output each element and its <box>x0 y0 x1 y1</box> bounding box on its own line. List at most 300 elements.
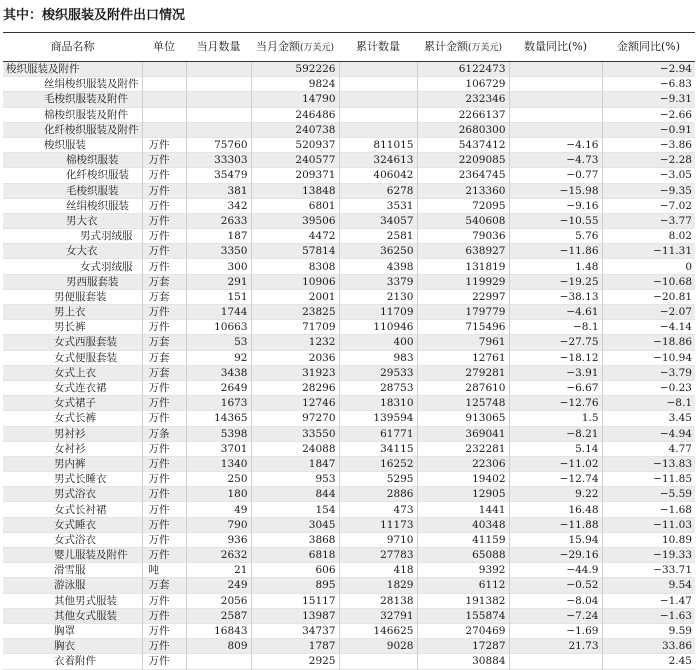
cell-month-amt: 13987 <box>251 608 339 623</box>
cell-cum-amt: 22997 <box>417 289 509 304</box>
cell-month-qty: 75760 <box>186 137 251 152</box>
cell-month-amt: 9824 <box>251 77 339 92</box>
cell-month-amt: 895 <box>251 578 339 593</box>
cell-month-amt: 1232 <box>251 335 339 350</box>
table-row <box>3 213 695 228</box>
cell-unit: 万套 <box>142 350 186 365</box>
table-row <box>3 289 695 304</box>
table-row <box>3 153 695 168</box>
cell-unit: 万件 <box>142 380 186 395</box>
cell-qty-yoy: −12.74 <box>509 472 602 487</box>
cell-qty-yoy: 5.14 <box>509 441 602 456</box>
table-row <box>3 426 695 441</box>
cell-cum-amt: 7961 <box>417 335 509 350</box>
cell-unit: 万件 <box>142 244 186 259</box>
cell-month-qty: 250 <box>186 472 251 487</box>
table-row <box>3 608 695 623</box>
table-row <box>3 244 695 259</box>
cell-month-amt: 4472 <box>251 229 339 244</box>
cell-unit: 万件 <box>142 608 186 623</box>
table-row <box>3 396 695 411</box>
cell-cum-amt: 19402 <box>417 472 509 487</box>
cell-unit: 万件 <box>142 229 186 244</box>
cell-cum-qty: 811015 <box>339 137 417 152</box>
cell-month-qty: 3350 <box>186 244 251 259</box>
cell-name: 胸罩 <box>54 625 75 638</box>
cell-cum-amt: 191382 <box>417 593 509 608</box>
cell-name: 化纤梭织服装 <box>66 169 129 182</box>
cell-qty-yoy: −1.69 <box>509 623 602 638</box>
cell-amt-yoy: 2.45 <box>602 654 695 669</box>
cell-qty-yoy: 15.94 <box>509 532 602 547</box>
cell-month-qty: 180 <box>186 487 251 502</box>
cell-amt-yoy: −2.07 <box>602 305 695 320</box>
cell-month-qty: 2649 <box>186 380 251 395</box>
table-row <box>3 259 695 274</box>
table-row <box>3 107 695 122</box>
cell-name: 化纤梭织服装及附件 <box>44 123 139 136</box>
cell-amt-yoy: −0.91 <box>602 122 695 137</box>
cell-month-qty: 1340 <box>186 456 251 471</box>
table-row <box>3 229 695 244</box>
table-row <box>3 380 695 395</box>
cell-name: 女式浴衣 <box>54 533 96 546</box>
cell-cum-amt: 155874 <box>417 608 509 623</box>
cell-qty-yoy: −38.13 <box>509 289 602 304</box>
table-row <box>3 122 695 137</box>
cell-amt-yoy: −10.68 <box>602 274 695 289</box>
cell-month-amt: 592226 <box>251 62 339 77</box>
cell-amt-yoy: −18.86 <box>602 335 695 350</box>
cell-cum-qty: 34115 <box>339 441 417 456</box>
cell-qty-yoy: −6.67 <box>509 380 602 395</box>
table-row <box>3 198 695 213</box>
cell-cum-qty: 146625 <box>339 623 417 638</box>
cell-month-qty: 342 <box>186 198 251 213</box>
table-row <box>3 517 695 532</box>
cell-cum-amt: 17287 <box>417 639 509 654</box>
cell-unit: 万条 <box>142 426 186 441</box>
cell-month-amt: 2001 <box>251 289 339 304</box>
cell-qty-yoy: −8.21 <box>509 426 602 441</box>
cell-month-amt: 71709 <box>251 320 339 335</box>
cell-unit <box>142 62 186 77</box>
table-row <box>3 654 695 669</box>
cell-cum-qty: 418 <box>339 563 417 578</box>
cell-cum-amt: 369041 <box>417 426 509 441</box>
cell-cum-qty: 61771 <box>339 426 417 441</box>
cell-name: 丝绢梭织服装及附件 <box>44 78 139 91</box>
cell-cum-qty: 9710 <box>339 532 417 547</box>
cell-unit: 万件 <box>142 411 186 426</box>
cell-cum-amt: 6112 <box>417 578 509 593</box>
cell-cum-qty: 1829 <box>339 578 417 593</box>
cell-amt-yoy: −0.23 <box>602 380 695 395</box>
cell-unit: 万件 <box>142 441 186 456</box>
cell-cum-qty: 3379 <box>339 274 417 289</box>
cell-cum-amt: 2680300 <box>417 122 509 137</box>
cell-month-qty: 14365 <box>186 411 251 426</box>
cell-month-amt: 3045 <box>251 517 339 532</box>
cell-month-amt: 97270 <box>251 411 339 426</box>
cell-cum-qty <box>339 77 417 92</box>
cell-cum-amt: 9392 <box>417 563 509 578</box>
cell-month-amt: 240577 <box>251 153 339 168</box>
cell-cum-amt: 119929 <box>417 274 509 289</box>
cell-cum-qty: 400 <box>339 335 417 350</box>
cell-month-qty: 1744 <box>186 305 251 320</box>
cell-cum-amt: 715496 <box>417 320 509 335</box>
cell-qty-yoy: −11.02 <box>509 456 602 471</box>
cell-qty-yoy: −10.55 <box>509 213 602 228</box>
cell-name: 女式上衣 <box>54 366 96 379</box>
cell-amt-yoy: −4.94 <box>602 426 695 441</box>
header-unit: 单位 <box>142 33 186 62</box>
table-row <box>3 532 695 547</box>
cell-cum-amt: 287610 <box>417 380 509 395</box>
cell-amt-yoy: −6.83 <box>602 77 695 92</box>
cell-unit: 万套 <box>142 365 186 380</box>
cell-cum-amt: 131819 <box>417 259 509 274</box>
cell-name: 男内裤 <box>54 457 86 470</box>
cell-amt-yoy: 8.02 <box>602 229 695 244</box>
cell-month-amt: 57814 <box>251 244 339 259</box>
cell-unit: 万件 <box>142 259 186 274</box>
cell-cum-amt: 106729 <box>417 77 509 92</box>
cell-month-qty: 33303 <box>186 153 251 168</box>
cell-name: 女式羽绒服 <box>80 260 133 273</box>
cell-qty-yoy: −29.16 <box>509 548 602 563</box>
cell-cum-qty: 139594 <box>339 411 417 426</box>
cell-unit: 吨 <box>142 563 186 578</box>
cell-cum-qty: 27783 <box>339 548 417 563</box>
cell-unit: 万件 <box>142 502 186 517</box>
table-row <box>3 563 695 578</box>
cell-month-qty: 53 <box>186 335 251 350</box>
cell-qty-yoy <box>509 77 602 92</box>
cell-name: 女衬衫 <box>54 442 86 455</box>
cell-unit: 万件 <box>142 623 186 638</box>
cell-cum-qty: 11709 <box>339 305 417 320</box>
table-row <box>3 274 695 289</box>
cell-cum-qty: 110946 <box>339 320 417 335</box>
cell-month-qty: 2632 <box>186 548 251 563</box>
header-row <box>3 33 695 62</box>
cell-month-qty: 249 <box>186 578 251 593</box>
cell-cum-amt: 1441 <box>417 502 509 517</box>
cell-unit: 万件 <box>142 198 186 213</box>
header-name: 商品名称 <box>3 33 142 62</box>
cell-month-qty: 2056 <box>186 593 251 608</box>
cell-name: 毛梭织服装及附件 <box>44 93 128 106</box>
cell-name: 女式便服套装 <box>54 351 117 364</box>
cell-name: 其他男式服装 <box>54 594 117 607</box>
cell-cum-amt: 12905 <box>417 487 509 502</box>
cell-month-amt: 13848 <box>251 183 339 198</box>
cell-month-amt: 1847 <box>251 456 339 471</box>
table-row <box>3 350 695 365</box>
cell-unit: 万件 <box>142 487 186 502</box>
header-qty-yoy: 数量同比(%) <box>509 33 602 62</box>
cell-qty-yoy: −7.24 <box>509 608 602 623</box>
cell-cum-amt: 5437412 <box>417 137 509 152</box>
cell-qty-yoy: −18.12 <box>509 350 602 365</box>
cell-qty-yoy: −9.16 <box>509 198 602 213</box>
table-body <box>3 62 695 670</box>
cell-amt-yoy: −9.35 <box>602 183 695 198</box>
cell-month-amt: 24088 <box>251 441 339 456</box>
cell-unit: 万套 <box>142 274 186 289</box>
cell-name: 男式浴衣 <box>54 488 96 501</box>
cell-amt-yoy: −3.77 <box>602 213 695 228</box>
cell-qty-yoy: −8.1 <box>509 320 602 335</box>
cell-cum-qty <box>339 122 417 137</box>
cell-amt-yoy: −3.05 <box>602 168 695 183</box>
cell-unit <box>142 107 186 122</box>
cell-amt-yoy: −2.94 <box>602 62 695 77</box>
cell-qty-yoy: 5.76 <box>509 229 602 244</box>
cell-cum-qty: 983 <box>339 350 417 365</box>
cell-qty-yoy: −44.9 <box>509 563 602 578</box>
cell-month-qty: 92 <box>186 350 251 365</box>
cell-cum-qty: 9028 <box>339 639 417 654</box>
cell-amt-yoy: −11.03 <box>602 517 695 532</box>
cell-unit: 万件 <box>142 305 186 320</box>
cell-amt-yoy: −3.79 <box>602 365 695 380</box>
cell-cum-qty: 324613 <box>339 153 417 168</box>
cell-month-amt: 3868 <box>251 532 339 547</box>
cell-name: 男衬衫 <box>54 427 86 440</box>
cell-month-qty: 2587 <box>186 608 251 623</box>
cell-name: 男西服套装 <box>66 275 119 288</box>
cell-unit: 万件 <box>142 654 186 669</box>
cell-amt-yoy: −1.47 <box>602 593 695 608</box>
cell-unit <box>142 77 186 92</box>
cell-amt-yoy: 3.45 <box>602 411 695 426</box>
cell-month-amt: 23825 <box>251 305 339 320</box>
cell-unit: 万件 <box>142 168 186 183</box>
cell-month-qty: 1673 <box>186 396 251 411</box>
header-month-qty: 当月数量 <box>186 33 251 62</box>
cell-amt-yoy: −11.85 <box>602 472 695 487</box>
table-row <box>3 548 695 563</box>
cell-cum-qty: 28753 <box>339 380 417 395</box>
cell-month-qty <box>186 654 251 669</box>
cell-cum-amt: 12761 <box>417 350 509 365</box>
table-row <box>3 92 695 107</box>
cell-name: 棉梭织服装及附件 <box>44 108 128 121</box>
cell-month-amt: 14790 <box>251 92 339 107</box>
cell-month-amt: 844 <box>251 487 339 502</box>
cell-qty-yoy: −4.73 <box>509 153 602 168</box>
cell-cum-amt: 40348 <box>417 517 509 532</box>
cell-month-qty: 291 <box>186 274 251 289</box>
cell-qty-yoy: −12.76 <box>509 396 602 411</box>
cell-unit: 万件 <box>142 517 186 532</box>
cell-amt-yoy: −8.1 <box>602 396 695 411</box>
cell-name: 女式连衣裙 <box>54 382 107 395</box>
cell-month-qty: 35479 <box>186 168 251 183</box>
cell-name: 男式长睡衣 <box>54 473 107 486</box>
cell-qty-yoy: 1.48 <box>509 259 602 274</box>
cell-cum-qty: 29533 <box>339 365 417 380</box>
cell-qty-yoy: −0.77 <box>509 168 602 183</box>
cell-unit: 万件 <box>142 153 186 168</box>
cell-amt-yoy: −4.14 <box>602 320 695 335</box>
cell-cum-qty: 32791 <box>339 608 417 623</box>
cell-cum-qty: 16252 <box>339 456 417 471</box>
table-caption: 其中：梭织服装及附件出口情况 <box>3 8 186 23</box>
cell-cum-amt: 30884 <box>417 654 509 669</box>
table-row <box>3 411 695 426</box>
cell-cum-amt: 22306 <box>417 456 509 471</box>
cell-amt-yoy: 4.77 <box>602 441 695 456</box>
cell-qty-yoy: 16.48 <box>509 502 602 517</box>
cell-amt-yoy: −3.86 <box>602 137 695 152</box>
cell-amt-yoy: −1.68 <box>602 502 695 517</box>
cell-qty-yoy: −0.52 <box>509 578 602 593</box>
cell-qty-yoy: −11.86 <box>509 244 602 259</box>
cell-unit: 万件 <box>142 183 186 198</box>
cell-amt-yoy: −9.31 <box>602 92 695 107</box>
cell-month-amt: 33550 <box>251 426 339 441</box>
table-row <box>3 365 695 380</box>
cell-amt-yoy: 10.89 <box>602 532 695 547</box>
cell-month-qty: 3438 <box>186 365 251 380</box>
cell-qty-yoy: −4.61 <box>509 305 602 320</box>
cell-cum-qty <box>339 654 417 669</box>
cell-name: 男大衣 <box>66 214 98 227</box>
cell-cum-qty: 473 <box>339 502 417 517</box>
cell-month-amt: 209371 <box>251 168 339 183</box>
cell-cum-amt: 270469 <box>417 623 509 638</box>
header-cum-amt: 累计金额(万美元) <box>417 33 509 62</box>
cell-name: 梭织服装及附件 <box>6 63 80 76</box>
cell-name: 女式裙子 <box>54 397 96 410</box>
cell-amt-yoy: −20.81 <box>602 289 695 304</box>
cell-amt-yoy: 9.59 <box>602 623 695 638</box>
cell-cum-amt: 913065 <box>417 411 509 426</box>
cell-cum-qty: 406042 <box>339 168 417 183</box>
cell-cum-qty: 5295 <box>339 472 417 487</box>
cell-month-amt: 8308 <box>251 259 339 274</box>
cell-name: 男式羽绒服 <box>80 230 133 243</box>
cell-qty-yoy <box>509 92 602 107</box>
cell-month-qty: 300 <box>186 259 251 274</box>
cell-unit: 万件 <box>142 320 186 335</box>
cell-name: 男便服套装 <box>54 290 107 303</box>
cell-month-qty: 16843 <box>186 623 251 638</box>
table-row <box>3 487 695 502</box>
cell-month-qty: 381 <box>186 183 251 198</box>
cell-unit <box>142 92 186 107</box>
cell-amt-yoy: −5.59 <box>602 487 695 502</box>
cell-name: 滑雪服 <box>54 564 86 577</box>
cell-month-amt: 31923 <box>251 365 339 380</box>
cell-month-qty <box>186 122 251 137</box>
cell-month-qty: 3701 <box>186 441 251 456</box>
cell-month-qty: 2633 <box>186 213 251 228</box>
cell-month-amt: 6818 <box>251 548 339 563</box>
cell-month-qty: 809 <box>186 639 251 654</box>
cell-name: 男长裤 <box>54 321 86 334</box>
cell-qty-yoy <box>509 62 602 77</box>
cell-name: 其他女式服装 <box>54 609 117 622</box>
cell-name: 胸衣 <box>54 640 75 653</box>
cell-qty-yoy: −27.75 <box>509 335 602 350</box>
cell-name: 衣着附件 <box>54 655 96 668</box>
cell-amt-yoy: 33.86 <box>602 639 695 654</box>
cell-qty-yoy <box>509 107 602 122</box>
cell-amt-yoy: 9.54 <box>602 578 695 593</box>
cell-qty-yoy: −8.04 <box>509 593 602 608</box>
cell-unit: 万套 <box>142 578 186 593</box>
table-row <box>3 183 695 198</box>
cell-name: 游泳服 <box>54 579 86 592</box>
cell-amt-yoy: −7.02 <box>602 198 695 213</box>
cell-month-qty: 10663 <box>186 320 251 335</box>
cell-month-amt: 953 <box>251 472 339 487</box>
cell-amt-yoy: −13.83 <box>602 456 695 471</box>
cell-unit: 万件 <box>142 137 186 152</box>
cell-cum-amt: 179779 <box>417 305 509 320</box>
cell-month-amt: 6801 <box>251 198 339 213</box>
cell-cum-amt: 213360 <box>417 183 509 198</box>
cell-cum-amt: 232281 <box>417 441 509 456</box>
cell-unit: 万件 <box>142 548 186 563</box>
cell-cum-qty: 11173 <box>339 517 417 532</box>
cell-amt-yoy: −10.94 <box>602 350 695 365</box>
cell-month-amt: 2925 <box>251 654 339 669</box>
table-row <box>3 335 695 350</box>
cell-cum-amt: 72095 <box>417 198 509 213</box>
cell-unit: 万件 <box>142 396 186 411</box>
cell-cum-amt: 638927 <box>417 244 509 259</box>
cell-qty-yoy: −15.98 <box>509 183 602 198</box>
cell-amt-yoy: −19.33 <box>602 548 695 563</box>
cell-amt-yoy: −1.63 <box>602 608 695 623</box>
cell-month-amt: 1787 <box>251 639 339 654</box>
cell-name: 梭织服装 <box>44 139 86 152</box>
cell-month-qty: 151 <box>186 289 251 304</box>
cell-month-amt: 246486 <box>251 107 339 122</box>
cell-name: 丝绢梭织服装 <box>66 199 129 212</box>
cell-month-qty <box>186 92 251 107</box>
table-row <box>3 639 695 654</box>
cell-cum-qty <box>339 62 417 77</box>
cell-qty-yoy: 1.5 <box>509 411 602 426</box>
table-row <box>3 593 695 608</box>
cell-month-qty <box>186 62 251 77</box>
cell-month-amt: 520937 <box>251 137 339 152</box>
table-row <box>3 137 695 152</box>
cell-qty-yoy: −19.25 <box>509 274 602 289</box>
cell-unit: 万件 <box>142 593 186 608</box>
export-table <box>3 32 695 670</box>
cell-unit: 万件 <box>142 472 186 487</box>
cell-qty-yoy: −3.91 <box>509 365 602 380</box>
cell-cum-amt: 279281 <box>417 365 509 380</box>
cell-amt-yoy: −11.31 <box>602 244 695 259</box>
cell-unit <box>142 122 186 137</box>
cell-qty-yoy: 21.73 <box>509 639 602 654</box>
header-cum-qty: 累计数量 <box>339 33 417 62</box>
cell-month-amt: 606 <box>251 563 339 578</box>
cell-qty-yoy <box>509 654 602 669</box>
cell-amt-yoy: −2.28 <box>602 153 695 168</box>
cell-cum-amt: 2266137 <box>417 107 509 122</box>
cell-cum-qty: 2130 <box>339 289 417 304</box>
